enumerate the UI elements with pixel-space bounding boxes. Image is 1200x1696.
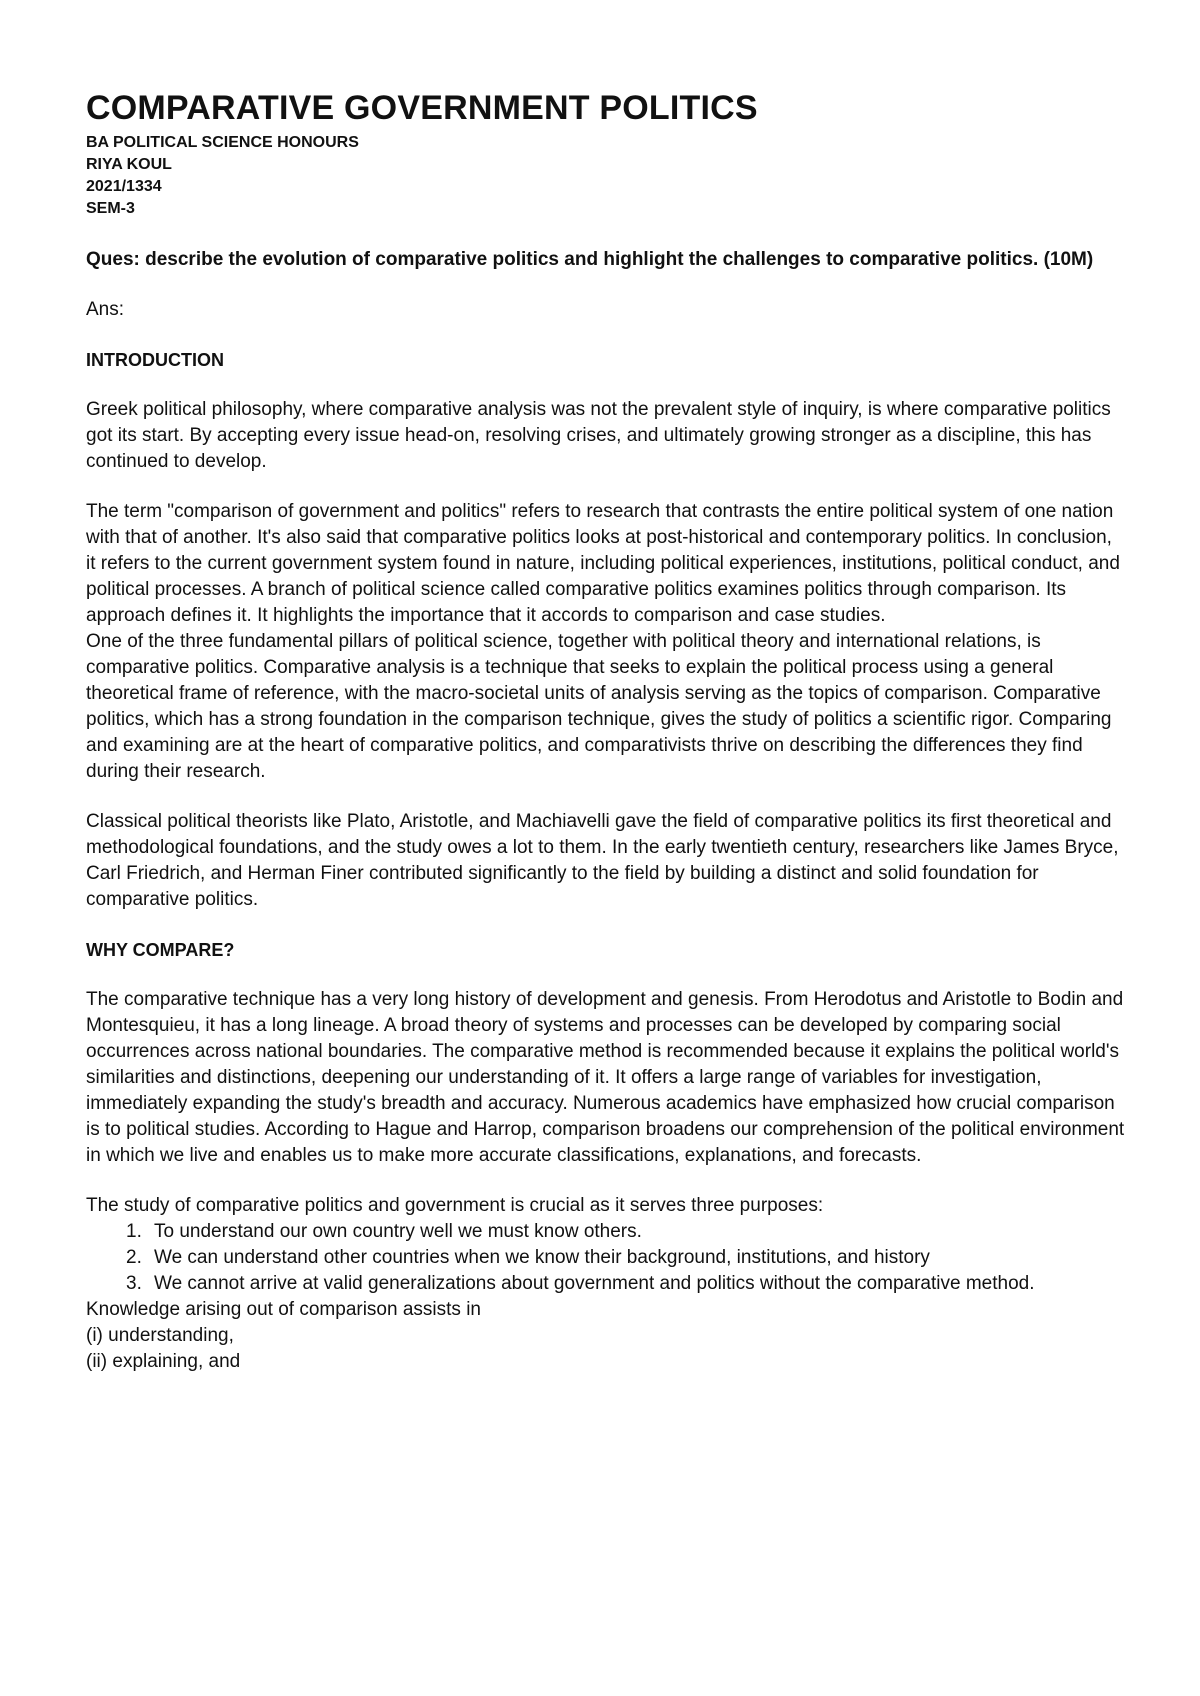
list-item	[86, 1271, 1126, 1297]
semester: SEM-3	[86, 200, 135, 217]
roll-number: 2021/1334	[86, 178, 162, 195]
section-heading-why-compare: WHY COMPARE?	[86, 940, 235, 960]
knowledge-intro: Knowledge arising out of comparison assists in	[86, 1299, 481, 1320]
list-item-text: We can understand other countries when we know their background, institutions, and history	[154, 1247, 930, 1268]
purposes-list	[86, 1219, 1126, 1297]
question-text: Ques: describe the evolution of comparative politics and highlight the challenges to comparative politics. (10M)	[86, 249, 1094, 270]
intro-paragraph-2: The term "comparison of government and politics" refers to research that contrasts the entire political system of one nation with that of another. It's also said that comparative politics looks at post-historical and contemporary politics. In conclusion, it refers to the current government system found in nature, including political experiences, institutions, political conduct, and political processes. A branch of political science called comparative politics examines politics through comparison. Its approach defines it. It highlights the importance that it accords to comparison and case studies.	[86, 501, 1120, 626]
why-compare-paragraph-1: The comparative technique has a very long history of development and genesis. From Herodotus and Aristotle to Bodin and Montesquieu, it has a long lineage. A broad theory of systems and processes can be developed by comparing social occurrences across national boundaries. The comparative method is recommended because it explains the political world's similarities and distinctions, deepening our understanding of it. It offers a large range of variables for investigation, immediately expanding the study's breadth and accuracy. Numerous academics have emphasized how crucial comparison is to political studies. According to Hague and Harrop, comparison broadens our comprehension of the political environment in which we live and enables us to make more accurate classifications, explanations, and forecasts.	[86, 989, 1125, 1166]
sub-item-explaining: (ii) explaining, and	[86, 1351, 241, 1372]
intro-paragraph-1: Greek political philosophy, where comparative analysis was not the prevalent style of inquiry, is where comparative politics got its start. By accepting every issue head-on, resolving crises, and ultimately growing stronger as a discipline, this has continued to develop.	[86, 399, 1111, 472]
list-item	[86, 1245, 1126, 1271]
intro-paragraph-4: Classical political theorists like Plato, Aristotle, and Machiavelli gave the field of comparative politics its first theoretical and methodological foundations, and the study owes a lot to them. In the early twentieth century, researchers like James Bryce, Carl Friedrich, and Herman Finer contributed significantly to the field by building a distinct and solid foundation for comparative politics.	[86, 811, 1119, 910]
course-name: BA POLITICAL SCIENCE HONOURS	[86, 134, 359, 151]
student-name: RIYA KOUL	[86, 156, 172, 173]
list-item-number: 1.	[126, 1221, 142, 1242]
list-item-text: We cannot arrive at valid generalizations about government and politics without the comparative method.	[154, 1273, 1035, 1294]
answer-label: Ans:	[86, 299, 125, 320]
intro-paragraph-3: One of the three fundamental pillars of political science, together with political theory and international relations, is comparative politics. Comparative analysis is a technique that seeks to explain the political process using a general theoretical frame of reference, with the macro-societal units of analysis serving as the topics of comparison. Comparative politics, which has a strong foundation in the comparison technique, gives the study of politics a scientific rigor. Comparing and examining are at the heart of comparative politics, and comparativists thrive on describing the differences they find during their research.	[86, 631, 1112, 782]
list-item	[86, 1219, 1126, 1245]
document-title: COMPARATIVE GOVERNMENT POLITICS	[86, 89, 758, 127]
list-item-text: To understand our own country well we must know others.	[154, 1221, 642, 1242]
document-content	[86, 88, 1126, 1375]
list-item-number: 3.	[126, 1273, 142, 1294]
why-compare-paragraph-2: The study of comparative politics and government is crucial as it serves three purposes:	[86, 1195, 824, 1216]
list-item-number: 2.	[126, 1247, 142, 1268]
section-heading-introduction: INTRODUCTION	[86, 350, 224, 370]
sub-item-understanding: (i) understanding,	[86, 1325, 234, 1346]
